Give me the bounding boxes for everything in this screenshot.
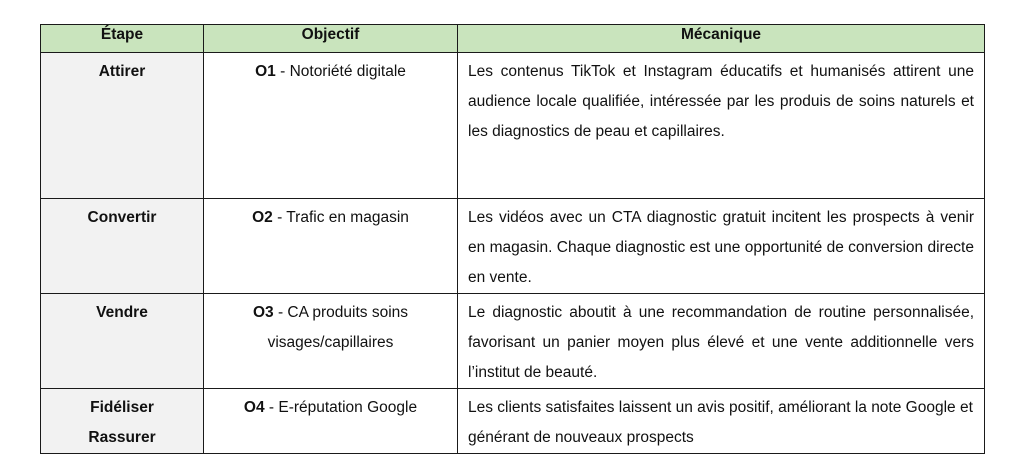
objective-code: O3: [252, 304, 274, 321]
objective-code: O2: [252, 209, 273, 226]
table-row: [41, 294, 985, 389]
stage-label: Vendre: [96, 304, 148, 321]
mechanic-cell: Les vidéos avec un CTA diagnostic gratuit incitent les prospects à venir en magasin. Chaque diagnostic est une opportunité de conversion directe en vente.: [458, 199, 985, 294]
objective-text: - Trafic en magasin: [272, 209, 409, 226]
header-mechanic: Mécanique: [458, 25, 985, 53]
mechanic-cell: Le diagnostic aboutit à une recommandation de routine personnalisée, favorisant un panier moyen plus élevé et une vente additionnelle vers l’institut de beauté.: [458, 294, 985, 389]
stage-label: Attirer: [98, 63, 146, 80]
mechanic-cell: Les clients satisfaites laissent un avis positif, améliorant la note Google et générant de nouveaux prospects: [458, 389, 985, 454]
strategy-table: [40, 24, 985, 454]
header-objective: Objectif: [204, 25, 458, 53]
header-row: [41, 25, 985, 53]
objective-text: - E-réputation Google: [264, 399, 418, 416]
objective-cell: [204, 389, 458, 454]
stage-label: Fidéliser: [90, 399, 154, 416]
objective-code: O4: [243, 399, 265, 416]
objective-code: O1: [255, 63, 276, 80]
objective-text-line2: visages/capillaires: [267, 334, 394, 351]
table-row: [41, 389, 985, 454]
table-row: [41, 53, 985, 199]
stage-label: Convertir: [87, 209, 157, 226]
table-header: [41, 25, 985, 53]
header-stage: Étape: [41, 25, 204, 53]
stage-cell: [41, 199, 204, 294]
stage-cell: [41, 53, 204, 199]
objective-text: - CA produits soins: [273, 304, 409, 321]
objective-cell: [204, 53, 458, 199]
objective-cell: [204, 199, 458, 294]
stage-label: Rassurer: [88, 429, 156, 446]
table-row: [41, 199, 985, 294]
stage-cell: [41, 389, 204, 454]
objective-text: - Notoriété digitale: [275, 63, 406, 80]
table-body: [41, 53, 985, 454]
stage-cell: [41, 294, 204, 389]
mechanic-cell: Les contenus TikTok et Instagram éducatifs et humanisés attirent une audience locale qualifiée, intéressée par les produis de soins naturels et les diagnostics de peau et capillaires.: [458, 53, 985, 199]
objective-cell: [204, 294, 458, 389]
